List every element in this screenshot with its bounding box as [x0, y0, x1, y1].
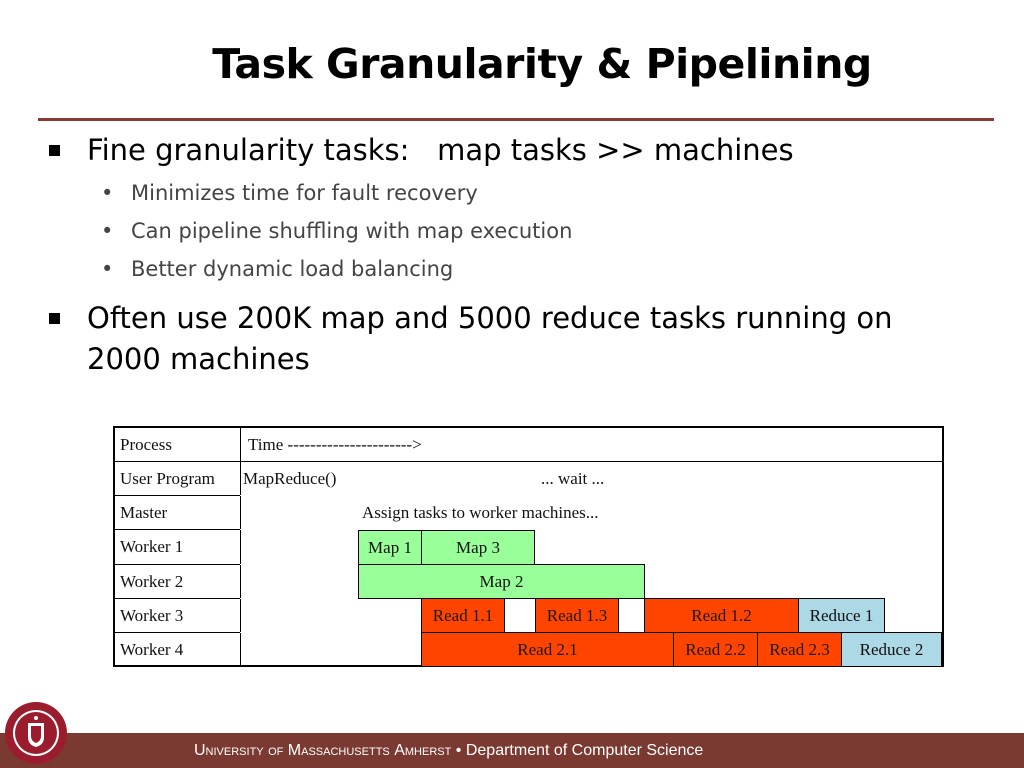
row-label-master: Master — [115, 496, 241, 529]
bar-read-1-3: Read 1.3 — [535, 598, 619, 633]
footer-text — [194, 742, 703, 760]
header-time: Time ----------------------> — [248, 434, 422, 454]
bullet-text: Fine granularity tasks: map tasks >> machines — [87, 133, 794, 167]
bar-read-1-1: Read 1.1 — [421, 598, 505, 633]
bar-read-2-2: Read 2.2 — [673, 632, 758, 667]
pipeline-timeline-table — [113, 426, 944, 667]
row-label-user-program: User Program — [115, 462, 241, 495]
sub-bullet — [101, 219, 573, 243]
slide-title: Task Granularity & Pipelining — [212, 40, 872, 88]
footer-department: Department of Computer Science — [465, 742, 704, 759]
footer-of: of — [263, 742, 288, 759]
bar-read-2-3: Read 2.3 — [757, 632, 842, 667]
master-text: Assign tasks to worker machines... — [362, 502, 599, 522]
sub-bullet — [101, 181, 478, 205]
bar-reduce-2: Reduce 2 — [841, 632, 942, 667]
footer-bar — [0, 733, 1024, 768]
sub-bullet-text: Minimizes time for fault recovery — [131, 181, 478, 205]
sub-bullet — [101, 257, 454, 281]
gap-cell — [618, 598, 645, 633]
university-seal-icon — [4, 701, 68, 765]
bar-map-1: Map 1 — [358, 530, 422, 565]
footer-university-2: Massachusetts — [287, 742, 390, 759]
title-divider — [38, 118, 994, 121]
user-program-call: MapReduce() — [243, 468, 337, 488]
row-label-worker-4: Worker 4 — [115, 633, 241, 667]
user-program-wait: ... wait ... — [541, 468, 605, 488]
dot-bullet-icon: • — [101, 181, 114, 205]
bar-read-2-1: Read 2.1 — [421, 632, 674, 667]
sub-bullet-text: Better dynamic load balancing — [131, 257, 454, 281]
dot-bullet-icon: • — [101, 257, 114, 281]
footer-separator: • — [451, 742, 466, 759]
row-label-worker-2: Worker 2 — [115, 565, 241, 598]
gap-cell — [504, 598, 536, 633]
header-process: Process — [115, 428, 241, 461]
dot-bullet-icon: • — [101, 219, 114, 243]
bar-read-1-2: Read 1.2 — [644, 598, 799, 633]
bullet-often-use — [87, 298, 892, 380]
footer-university-3: Amherst — [394, 742, 452, 759]
footer-university-1: University — [194, 742, 264, 759]
bullet-fine-granularity — [87, 133, 794, 167]
bar-reduce-1: Reduce 1 — [798, 598, 885, 633]
square-bullet-icon — [49, 145, 60, 156]
bullet-text-line1: Often use 200K map and 5000 reduce tasks running on — [87, 301, 893, 335]
row-label-worker-1: Worker 1 — [115, 530, 241, 564]
square-bullet-icon — [49, 313, 60, 324]
bullet-text-line2: 2000 machines — [87, 342, 310, 376]
row-label-worker-3: Worker 3 — [115, 599, 241, 632]
bar-map-3: Map 3 — [421, 530, 535, 565]
sub-bullet-text: Can pipeline shuffling with map execution — [131, 219, 573, 243]
bar-map-2: Map 2 — [358, 564, 645, 599]
